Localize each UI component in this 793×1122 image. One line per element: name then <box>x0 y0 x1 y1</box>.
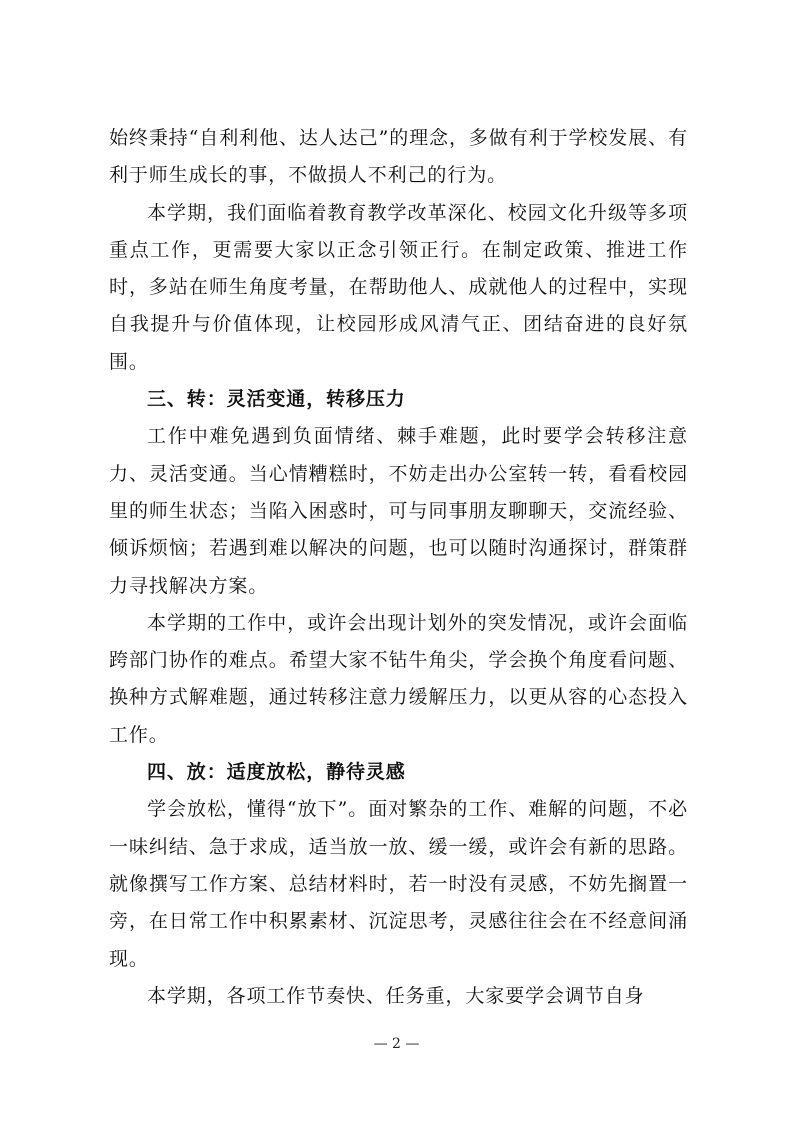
page-body <box>109 120 688 1015</box>
section-heading-4: 四、放：适度放松，静待灵感 <box>147 761 406 784</box>
page-number: — 2 — <box>373 1036 420 1052</box>
paragraph-3: 工作中难免遇到负面情绪、棘手难题，此时要学会转移注意力、灵活变通。当心情糟糕时，不妨走出办公室转一转，看看校园里的师生状态；当陷入困惑时，可与同事朋友聊聊天，交流经验、倾诉烦恼；若遇到难以解决的问题，也可以随时沟通探讨，群策群力寻找解决方案。 <box>109 425 688 597</box>
paragraph-6: 本学期，各项工作节奏快、任务重，大家要学会调节自身 <box>147 984 645 1007</box>
paragraph-2: 本学期，我们面临着教育教学改革深化、校园文化升级等多项重点工作，更需要大家以正念引领正行。在制定政策、推进工作时，多站在师生角度考量，在帮助他人、成就他人的过程中，实现自我提升与价值体现，让校园形成风清气正、团结奋进的良好氛围。 <box>109 201 688 373</box>
paragraph-5: 学会放松，懂得“放下”。面对繁杂的工作、难解的问题，不必一味纠结、急于求成，适当放一放、缓一缓，或许会有新的思路。就像撰写工作方案、总结材料时，若一时没有灵感，不妨先搁置一旁，在日常工作中积累素材、沉淀思考，灵感往往会在不经意间涌现。 <box>109 798 688 970</box>
paragraph-4: 本学期的工作中，或许会出现计划外的突发情况，或许会面临跨部门协作的难点。希望大家不钻牛角尖，学会换个角度看问题、换种方式解难题，通过转移注意力缓解压力，以更从容的心态投入工作。 <box>109 611 688 746</box>
section-heading-3: 三、转：灵活变通，转移压力 <box>147 388 406 411</box>
paragraph-1: 始终秉持“自利利他、达人达己”的理念，多做有利于学校发展、有利于师生成长的事，不做损人不利己的行为。 <box>109 127 688 187</box>
